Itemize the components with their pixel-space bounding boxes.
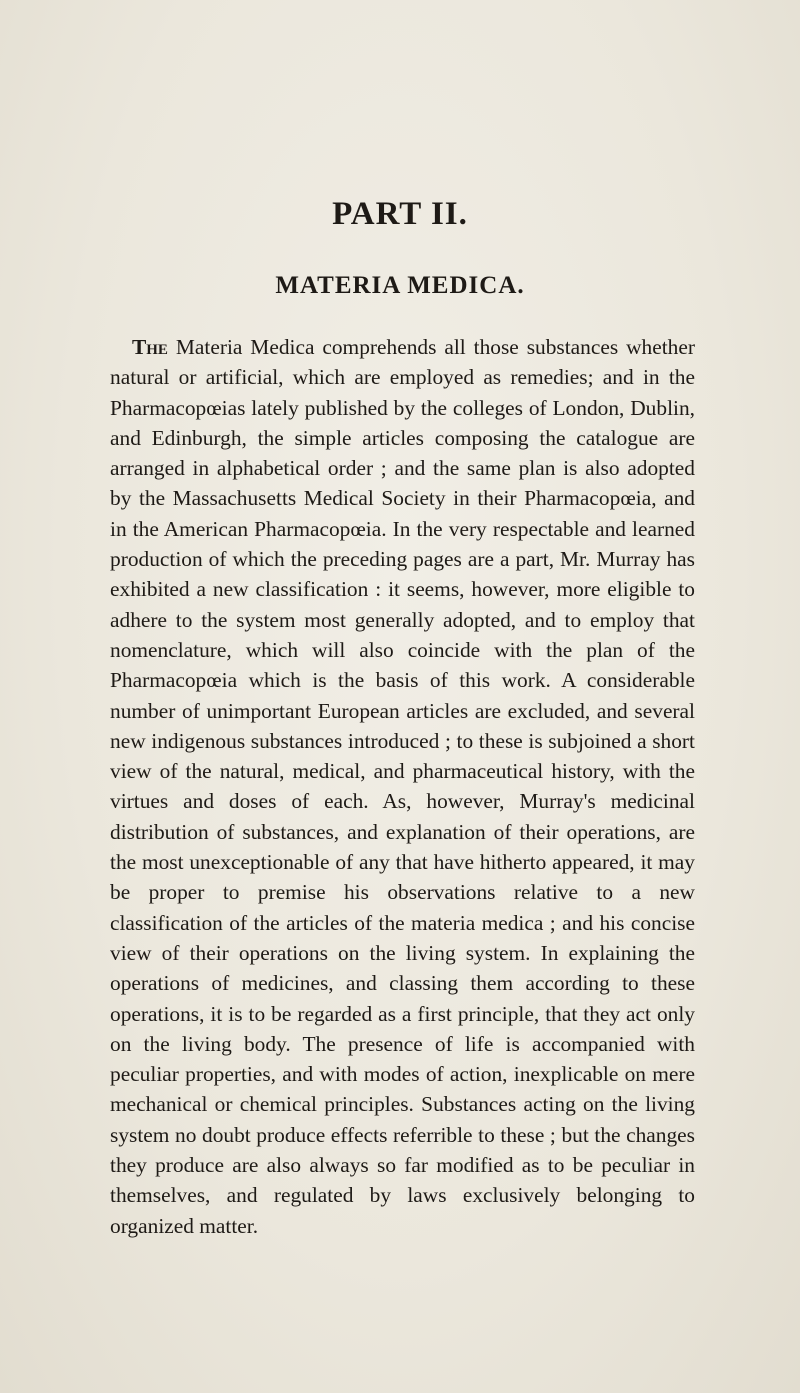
paragraph-text: Materia Medica comprehends all those substances whether natural or artificial, which are employed as remedies; and in the Pharmacopœias lately published by the colleges of London, Dublin, and Edinburgh, the simple articles composing the catalogue are arranged in alphabetical order ; and the same plan is also adopted by the Massachusetts Medical Society in their Pharmacopœia, and in the American Pharmacopœia. In the very respectable and learned production of which the preceding pages are a part, Mr. Murray has exhibited a new classification : it seems, however, more eligible to adhere to the system most generally adopted, and to employ that nomenclature, which will also coincide with the plan of the Pharmacopœia which is the basis of this work. A considerable number of unimportant European articles are excluded, and several new indigenous substances introduced ; to these is subjoined a short view of the natural, medical, and pharmaceutical history, with the virtues and doses of each. As, however, Murray's medicinal distribution of substances, and explanation of their operations, are the most unexceptionable of any that have hitherto appeared, it may be proper to premise his observations relative to a new classification of the articles of the materia medica ; and his concise view of their operations on the living system. In explaining the operations of medicines, and classing them according to these operations, it is to be regarded as a first principle, that they act only on the living body. The presence of life is accompanied with peculiar properties, and with modes of action, inexplicable on mere mechanical or chemical principles. Substances acting on the living system no doubt produce effects referrible to these ; but the changes they produce are also always so far modified as to be peculiar in themselves, and regulated by laws exclusively belonging to organized matter. [110,335,695,1238]
body-paragraph [110,332,695,1241]
paragraph-lead-word: The [132,335,168,359]
part-title: PART II. [332,196,468,232]
section-title: MATERIA MEDICA. [275,272,525,299]
